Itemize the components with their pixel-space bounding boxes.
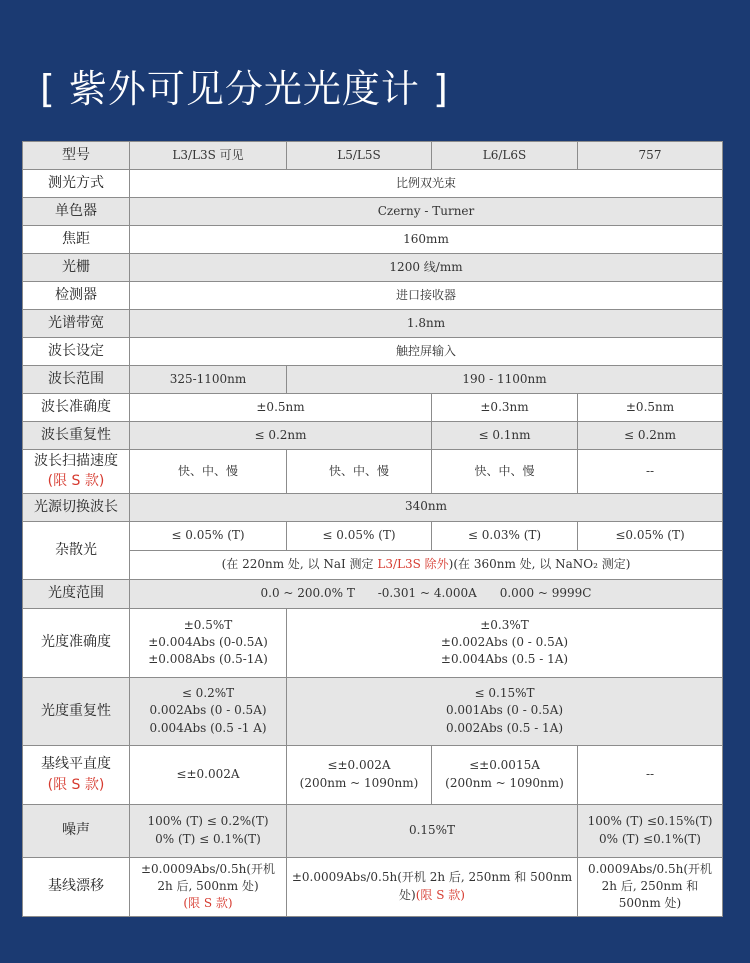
stray-light-note (130, 550, 723, 579)
row-label-text: 基线平直度 (41, 756, 111, 773)
value-line: 100% (T) ≤0.15%(T) (587, 814, 713, 829)
value-cell: ±0.5nm (578, 394, 723, 422)
value-cell: Czerny - Turner (130, 198, 723, 226)
value-line: ±0.004Abs (0-0.5A) (148, 634, 268, 649)
value-cell: ≤ 0.1nm (432, 422, 578, 450)
table-row-focal-length (23, 226, 723, 254)
model-cell: 757 (578, 142, 723, 170)
table-row-baseline-flatness (23, 745, 723, 804)
value-cell: ≤ 0.2nm (578, 422, 723, 450)
table-row-baseline-drift (23, 857, 723, 916)
value-text: ±0.0009Abs/0.5h(开机 2h 后, 500nm 处) (140, 861, 276, 893)
row-label: 基线漂移 (23, 857, 130, 916)
value-cell: 340nm (130, 493, 723, 521)
table-row-bandwidth (23, 310, 723, 338)
row-label: 光度重复性 (23, 677, 130, 745)
table-row-photometric-repeatability (23, 677, 723, 745)
row-label: 型号 (23, 142, 130, 170)
value-line: (200nm ~ 1090nm) (299, 775, 419, 790)
value-line: -- (645, 766, 655, 781)
value-text: ±0.0009Abs/0.5h(开机 2h 后, 250nm 和 500nm 处) (291, 870, 573, 902)
value-cell (130, 745, 287, 804)
value-cell: 快、中、慢 (432, 450, 578, 494)
page-title: [ 紫外可见分光光度计 ] (40, 67, 449, 111)
value-line: ±0.004Abs (0.5 - 1A) (440, 652, 569, 667)
value-cell: ≤0.05% (T) (578, 521, 723, 550)
row-label: 杂散光 (23, 521, 130, 579)
value-cell: ±0.5nm (130, 394, 432, 422)
value-line: ≤ 0.15%T (474, 686, 535, 700)
note-text: )(在 360nm 处, 以 NaNO₂ 测定) (448, 556, 631, 571)
value-cell (287, 804, 578, 857)
value-line: ±0.3%T (480, 617, 529, 632)
value-line: 100% (T) ≤ 0.2%(T) (147, 814, 269, 829)
table-row-wavelength-setting (23, 338, 723, 366)
value-cell (287, 745, 432, 804)
value-line: ±0.002Abs (0 - 0.5A) (440, 634, 569, 649)
value-cell (130, 804, 287, 857)
value-cell (130, 857, 287, 916)
value-line: ≤ 0.2%T (181, 686, 235, 700)
row-label (23, 745, 130, 804)
value-line: 0.15%T (408, 822, 456, 837)
row-label (23, 450, 130, 494)
row-label: 焦距 (23, 226, 130, 254)
value-line: 0.002Abs (0 - 0.5A) (149, 703, 267, 718)
table-row-model (23, 142, 723, 170)
value-cell: 进口接收器 (130, 282, 723, 310)
value-line: ±0.5%T (183, 617, 233, 632)
row-label: 波长范围 (23, 366, 130, 394)
value-line: 0.004Abs (0.5 -1 A) (149, 720, 267, 735)
row-label: 光源切换波长 (23, 493, 130, 521)
value-text: 0.0009Abs/0.5h(开机 2h 后, 250nm 和 500nm 处) (587, 861, 713, 911)
row-label-text: 波长扫描速度 (34, 453, 118, 469)
s-model-note: (限 S 款) (47, 776, 105, 793)
value-cell: 160mm (130, 226, 723, 254)
value-cell: 触控屏输入 (130, 338, 723, 366)
s-model-note: (限 S 款) (47, 473, 105, 490)
table-row-wavelength-repeatability (23, 422, 723, 450)
value-cell (578, 804, 723, 857)
value-line: 0% (T) ≤ 0.1%(T) (155, 831, 261, 846)
value-cell: -- (578, 450, 723, 494)
value-cell: 0.0 ~ 200.0% T -0.301 ~ 4.000A 0.000 ~ 9999C (130, 579, 723, 608)
value-cell: ≤ 0.03% (T) (432, 521, 578, 550)
row-label: 测光方式 (23, 170, 130, 198)
note-text: (在 220nm 处, 以 NaI 测定 (221, 556, 378, 571)
row-label: 光谱带宽 (23, 310, 130, 338)
table-row-monochromator (23, 198, 723, 226)
row-label: 波长重复性 (23, 422, 130, 450)
value-cell (287, 608, 723, 677)
value-cell: ±0.3nm (432, 394, 578, 422)
value-cell (578, 857, 723, 916)
value-line: ±0.008Abs (0.5-1A) (148, 652, 268, 667)
value-cell: 1200 线/mm (130, 254, 723, 282)
value-line: 0.001Abs (0 - 0.5A) (445, 703, 564, 718)
value-cell (287, 857, 578, 916)
value-cell: ≤ 0.05% (T) (130, 521, 287, 550)
value-cell (578, 745, 723, 804)
value-cell: 快、中、慢 (130, 450, 287, 494)
value-cell (130, 608, 287, 677)
value-line: 0.002Abs (0.5 - 1A) (445, 720, 564, 735)
table-row-wavelength-accuracy (23, 394, 723, 422)
value-cell (287, 677, 723, 745)
row-label: 波长设定 (23, 338, 130, 366)
value-cell: 比例双光束 (130, 170, 723, 198)
model-cell: L3/L3S 可见 (130, 142, 287, 170)
row-label: 波长准确度 (23, 394, 130, 422)
table-row-stray-light (23, 521, 723, 550)
value-cell: ≤ 0.2nm (130, 422, 432, 450)
value-cell: 1.8nm (130, 310, 723, 338)
table-row-photometric-range (23, 579, 723, 608)
spec-table (22, 141, 723, 917)
table-row-wavelength-range (23, 366, 723, 394)
value-cell (432, 745, 578, 804)
row-label: 噪声 (23, 804, 130, 857)
value-line: 0% (T) ≤0.1%(T) (599, 831, 701, 846)
table-row-noise (23, 804, 723, 857)
row-label: 光栅 (23, 254, 130, 282)
table-row-scan-speed (23, 450, 723, 494)
s-model-note: (限 S 款) (183, 896, 233, 911)
value-cell: 325-1100nm (130, 366, 287, 394)
table-row-photometric-accuracy (23, 608, 723, 677)
row-label: 检测器 (23, 282, 130, 310)
value-cell: 190 - 1100nm (287, 366, 723, 394)
value-cell: 快、中、慢 (287, 450, 432, 494)
value-cell (130, 677, 287, 745)
note-exception: L3/L3S 除外 (377, 556, 449, 571)
value-cell: ≤ 0.05% (T) (287, 521, 432, 550)
row-label: 单色器 (23, 198, 130, 226)
row-label: 光度范围 (23, 579, 130, 608)
table-row-lamp-switch (23, 493, 723, 521)
row-label: 光度准确度 (23, 608, 130, 677)
model-cell: L6/L6S (432, 142, 578, 170)
value-line: ≤±0.0015A (469, 758, 540, 773)
model-cell: L5/L5S (287, 142, 432, 170)
s-model-note: (限 S 款) (415, 887, 465, 902)
value-line: ≤±0.002A (176, 766, 240, 781)
value-line: (200nm ~ 1090nm) (445, 775, 564, 790)
table-row-detector (23, 282, 723, 310)
table-row-photometric-mode (23, 170, 723, 198)
value-line: ≤±0.002A (327, 758, 391, 773)
table-row-grating (23, 254, 723, 282)
